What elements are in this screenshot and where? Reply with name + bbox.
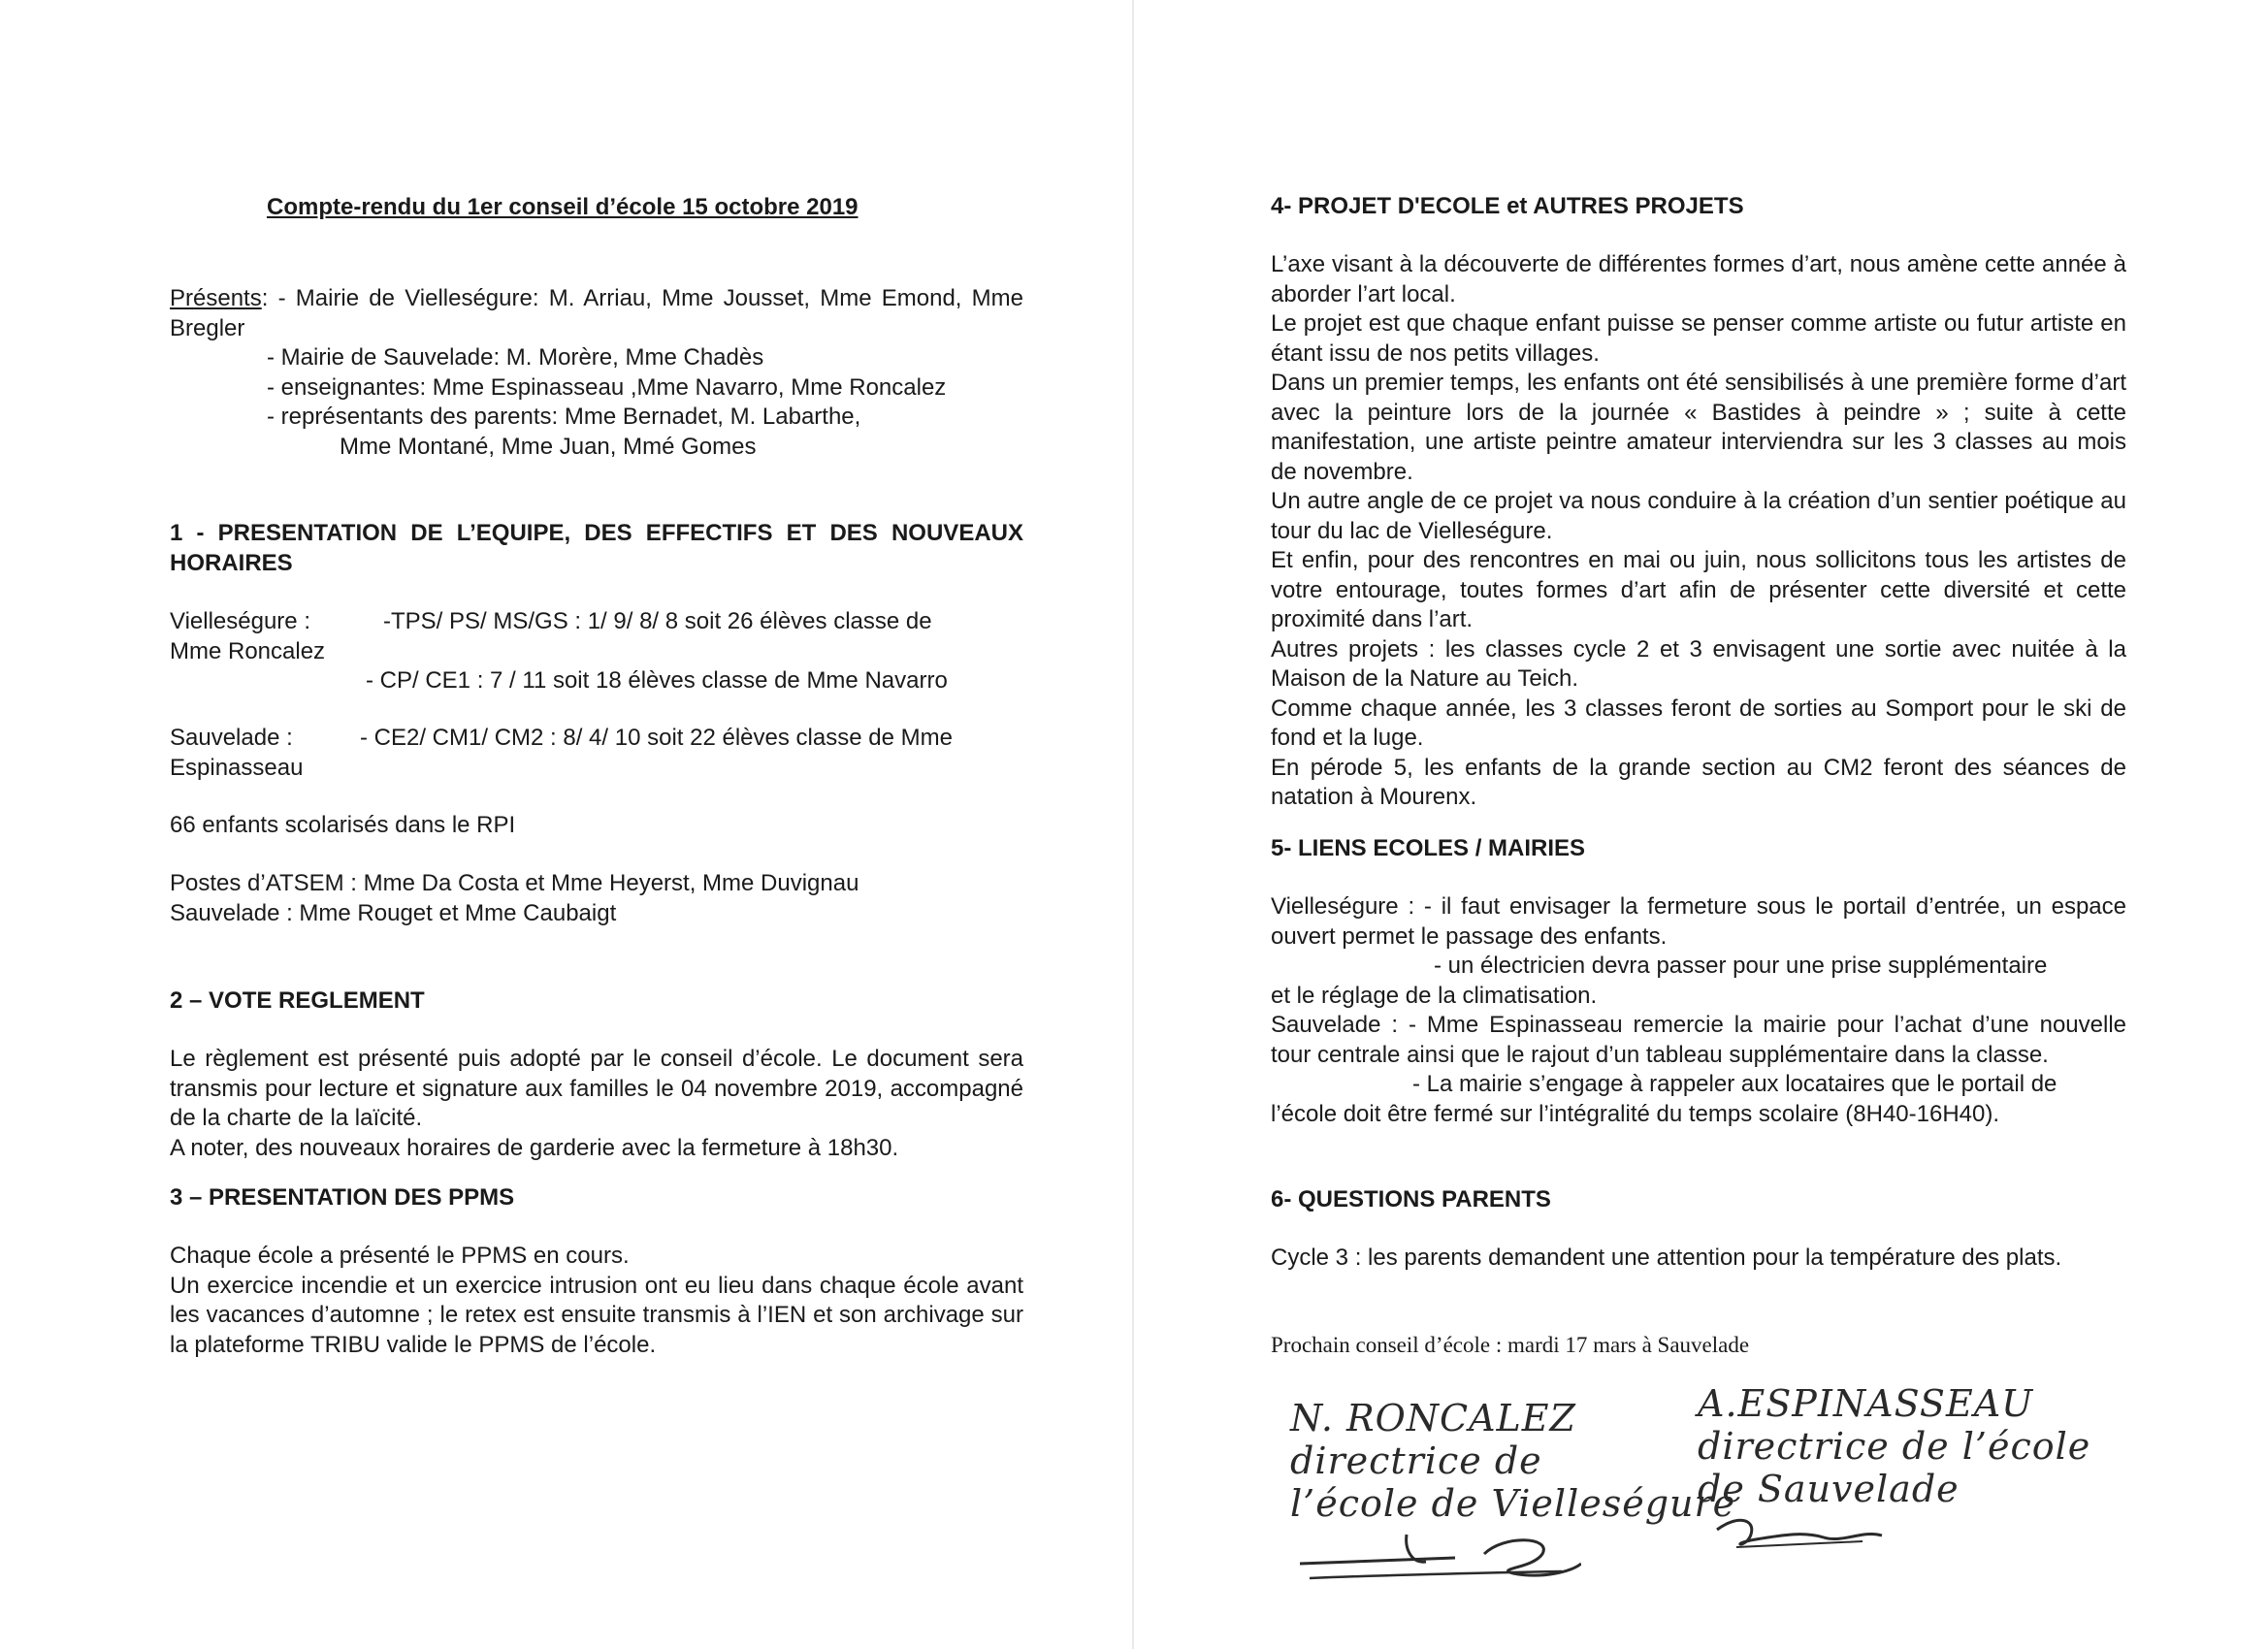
section-6-p1: Cycle 3 : les parents demandent une attention pour la température des plats. bbox=[1271, 1245, 2062, 1271]
section-4-p4: Un autre angle de ce projet va nous conduire à la création d’un sentier poétique au tour du lac de Vielleségure. bbox=[1271, 488, 2126, 544]
signature-roncalez-role-2: l’école de Vielleségure bbox=[1290, 1482, 1736, 1525]
document-title: Compte-rendu du 1er conseil d’école 15 octobre 2019 bbox=[267, 194, 859, 220]
section-4-p3: Dans un premier temps, les enfants ont été sensibilisés à une première forme d’art avec la peinture lors de la journée « Bastides à peindre » ; suite à cette manifestation, une artiste peintre amateur interviendra sur les 3 classes au mois de novembre. bbox=[1271, 370, 2126, 485]
section-1-total bbox=[170, 811, 1023, 841]
section-2-paragraph: Le règlement est présenté puis adopté par le conseil d’école. Le document sera transmis pour lecture et signature aux familles le 04 novembre 2019, accompagné de la charte de la laïcité. bbox=[170, 1046, 1023, 1131]
section-3-body bbox=[170, 1242, 1023, 1360]
section-5 bbox=[1271, 834, 2126, 864]
section-6-heading: 6- QUESTIONS PARENTS bbox=[1271, 1186, 1551, 1212]
section-4-p2: Le projet est que chaque enfant puisse se penser comme artiste ou futur artiste en étant issu de nos petits villages. bbox=[1271, 310, 2126, 367]
section-3 bbox=[170, 1183, 1023, 1213]
section-2 bbox=[170, 986, 1023, 1017]
signature-roncalez-role-1: directrice de bbox=[1290, 1439, 1542, 1482]
section-1 bbox=[170, 519, 1023, 578]
section-3-line-1: Chaque école a présenté le PPMS en cours. bbox=[170, 1243, 630, 1269]
vielleségure-label: Vielleségure : bbox=[170, 608, 310, 634]
signature-roncalez-name: N. RONCALEZ bbox=[1290, 1397, 1576, 1439]
vielleségure-line-2: - CP/ CE1 : 7 / 11 soit 18 élèves classe de Mme Navarro bbox=[366, 667, 948, 694]
attendees-line-2: - Mairie de Sauvelade: M. Morère, Mme Chadès bbox=[267, 344, 764, 371]
section-1-heading: 1 - PRESENTATION DE L’EQUIPE, DES EFFECTIFS ET DES NOUVEAUX HORAIRES bbox=[170, 520, 1023, 576]
section-5-p3: Sauvelade : - Mme Espinasseau remercie la mairie pour l’achat d’une nouvelle tour centrale ainsi que le rajout d’un tableau supplémentaire dans la classe. bbox=[1271, 1012, 2126, 1068]
sauvelade-line-1-cont: Espinasseau bbox=[170, 754, 304, 781]
attendees-label: Présents bbox=[170, 285, 262, 311]
section-4-p7: Comme chaque année, les 3 classes feront de sorties au Somport pour le ski de fond et la luge. bbox=[1271, 695, 2126, 751]
section-5-p2-cont: et le réglage de la climatisation. bbox=[1271, 982, 1598, 1009]
signature-espinasseau-role-2: de Sauvelade bbox=[1698, 1468, 1960, 1510]
section-3-paragraph: Un exercice incendie et un exercice intrusion ont eu lieu dans chaque école avant les vacances d’automne ; le retex est ensuite transmis à l’IEN et son archivage sur la plateforme TRIBU valide le PPMS de l’école. bbox=[170, 1272, 1023, 1358]
attendees-line-5: Mme Montané, Mme Juan, Mmé Gomes bbox=[340, 433, 757, 460]
section-5-p2: - un électricien devra passer pour une prise supplémentaire bbox=[1434, 953, 2048, 979]
attendees-mairie-vielleségure: : - Mairie de Vielleségure: M. Arriau, Mme Jousset, Mme Emond, Mme Bregler bbox=[170, 285, 1023, 341]
vielleségure-line-1-cont: Mme Roncalez bbox=[170, 637, 326, 664]
section-5-heading: 5- LIENS ECOLES / MAIRIES bbox=[1271, 835, 1586, 861]
next-meeting: Prochain conseil d’école : mardi 17 mars à Sauvelade bbox=[1271, 1333, 1750, 1357]
section-4-p8: En pérode 5, les enfants de la grande section au CM2 feront des séances de natation à Mourenx. bbox=[1271, 754, 2126, 810]
atsem-line-2: Sauvelade : Mme Rouget et Mme Caubaigt bbox=[170, 899, 617, 926]
section-4-p5: Et enfin, pour des rencontres en mai ou juin, nous sollicitons tous les artistes de votre entourage, toutes formes d’art afin de présenter cette diversité et cette proximité dans l’art. bbox=[1271, 547, 2126, 632]
sauvelade-label: Sauvelade : bbox=[170, 725, 293, 751]
section-5-body bbox=[1271, 892, 2126, 1129]
section-5-p4-cont: l’école doit être fermé sur l’intégralité du temps scolaire (8H40-16H40). bbox=[1271, 1100, 2000, 1127]
attendees-block bbox=[170, 284, 1023, 462]
section-5-p4: - La mairie s’engage à rappeler aux locataires que le portail de bbox=[1412, 1071, 2057, 1097]
section-1-vielleségure bbox=[170, 607, 1023, 696]
signature-roncalez-scribble bbox=[1290, 1525, 1581, 1583]
signature-roncalez bbox=[1290, 1397, 1735, 1583]
section-3-heading: 3 – PRESENTATION DES PPMS bbox=[170, 1184, 515, 1211]
section-1-sauvelade bbox=[170, 724, 1023, 783]
attendees-line-1 bbox=[170, 284, 1023, 343]
section-4 bbox=[1271, 192, 2126, 222]
section-6-body bbox=[1271, 1244, 2126, 1274]
section-4-body bbox=[1271, 250, 2126, 813]
atsem-line-1: Postes d’ATSEM : Mme Da Costa et Mme Heyerst, Mme Duvignau bbox=[170, 870, 859, 896]
section-1-atsem bbox=[170, 869, 1023, 928]
section-5-p1: Vielleségure : - il faut envisager la fermeture sous le portail d’entrée, un espace ouvert permet le passage des enfants. bbox=[1271, 893, 2126, 950]
section-6 bbox=[1271, 1185, 2126, 1215]
signature-espinasseau bbox=[1698, 1382, 2090, 1559]
signature-espinasseau-name: A.ESPINASSEAU bbox=[1698, 1382, 2034, 1425]
sauvelade-line-1: - CE2/ CM1/ CM2 : 8/ 4/ 10 soit 22 élèves classe de Mme bbox=[360, 725, 953, 751]
attendees-line-3: - enseignantes: Mme Espinasseau ,Mme Navarro, Mme Roncalez bbox=[267, 373, 947, 401]
signature-espinasseau-scribble bbox=[1698, 1510, 1892, 1559]
section-2-body bbox=[170, 1045, 1023, 1163]
total-enrolled: 66 enfants scolarisés dans le RPI bbox=[170, 812, 516, 838]
section-2-note: A noter, des nouveaux horaires de garderie avec la fermeture à 18h30. bbox=[170, 1134, 899, 1161]
section-2-heading: 2 – VOTE REGLEMENT bbox=[170, 987, 425, 1014]
section-4-heading: 4- PROJET D'ECOLE et AUTRES PROJETS bbox=[1271, 193, 1744, 219]
attendees-line-4: - représentants des parents: Mme Bernadet, M. Labarthe, bbox=[267, 404, 861, 430]
signature-espinasseau-role-1: directrice de l’école bbox=[1698, 1425, 2091, 1468]
vielleségure-line-1: -TPS/ PS/ MS/GS : 1/ 9/ 8/ 8 soit 26 élèves classe de bbox=[383, 608, 932, 634]
section-4-p1: L’axe visant à la découverte de différentes formes d’art, nous amène cette année à aborder l’art local. bbox=[1271, 251, 2126, 307]
section-4-p6: Autres projets : les classes cycle 2 et 3 envisagent une sortie avec nuitée à la Maison de la Nature au Teich. bbox=[1271, 635, 2126, 692]
